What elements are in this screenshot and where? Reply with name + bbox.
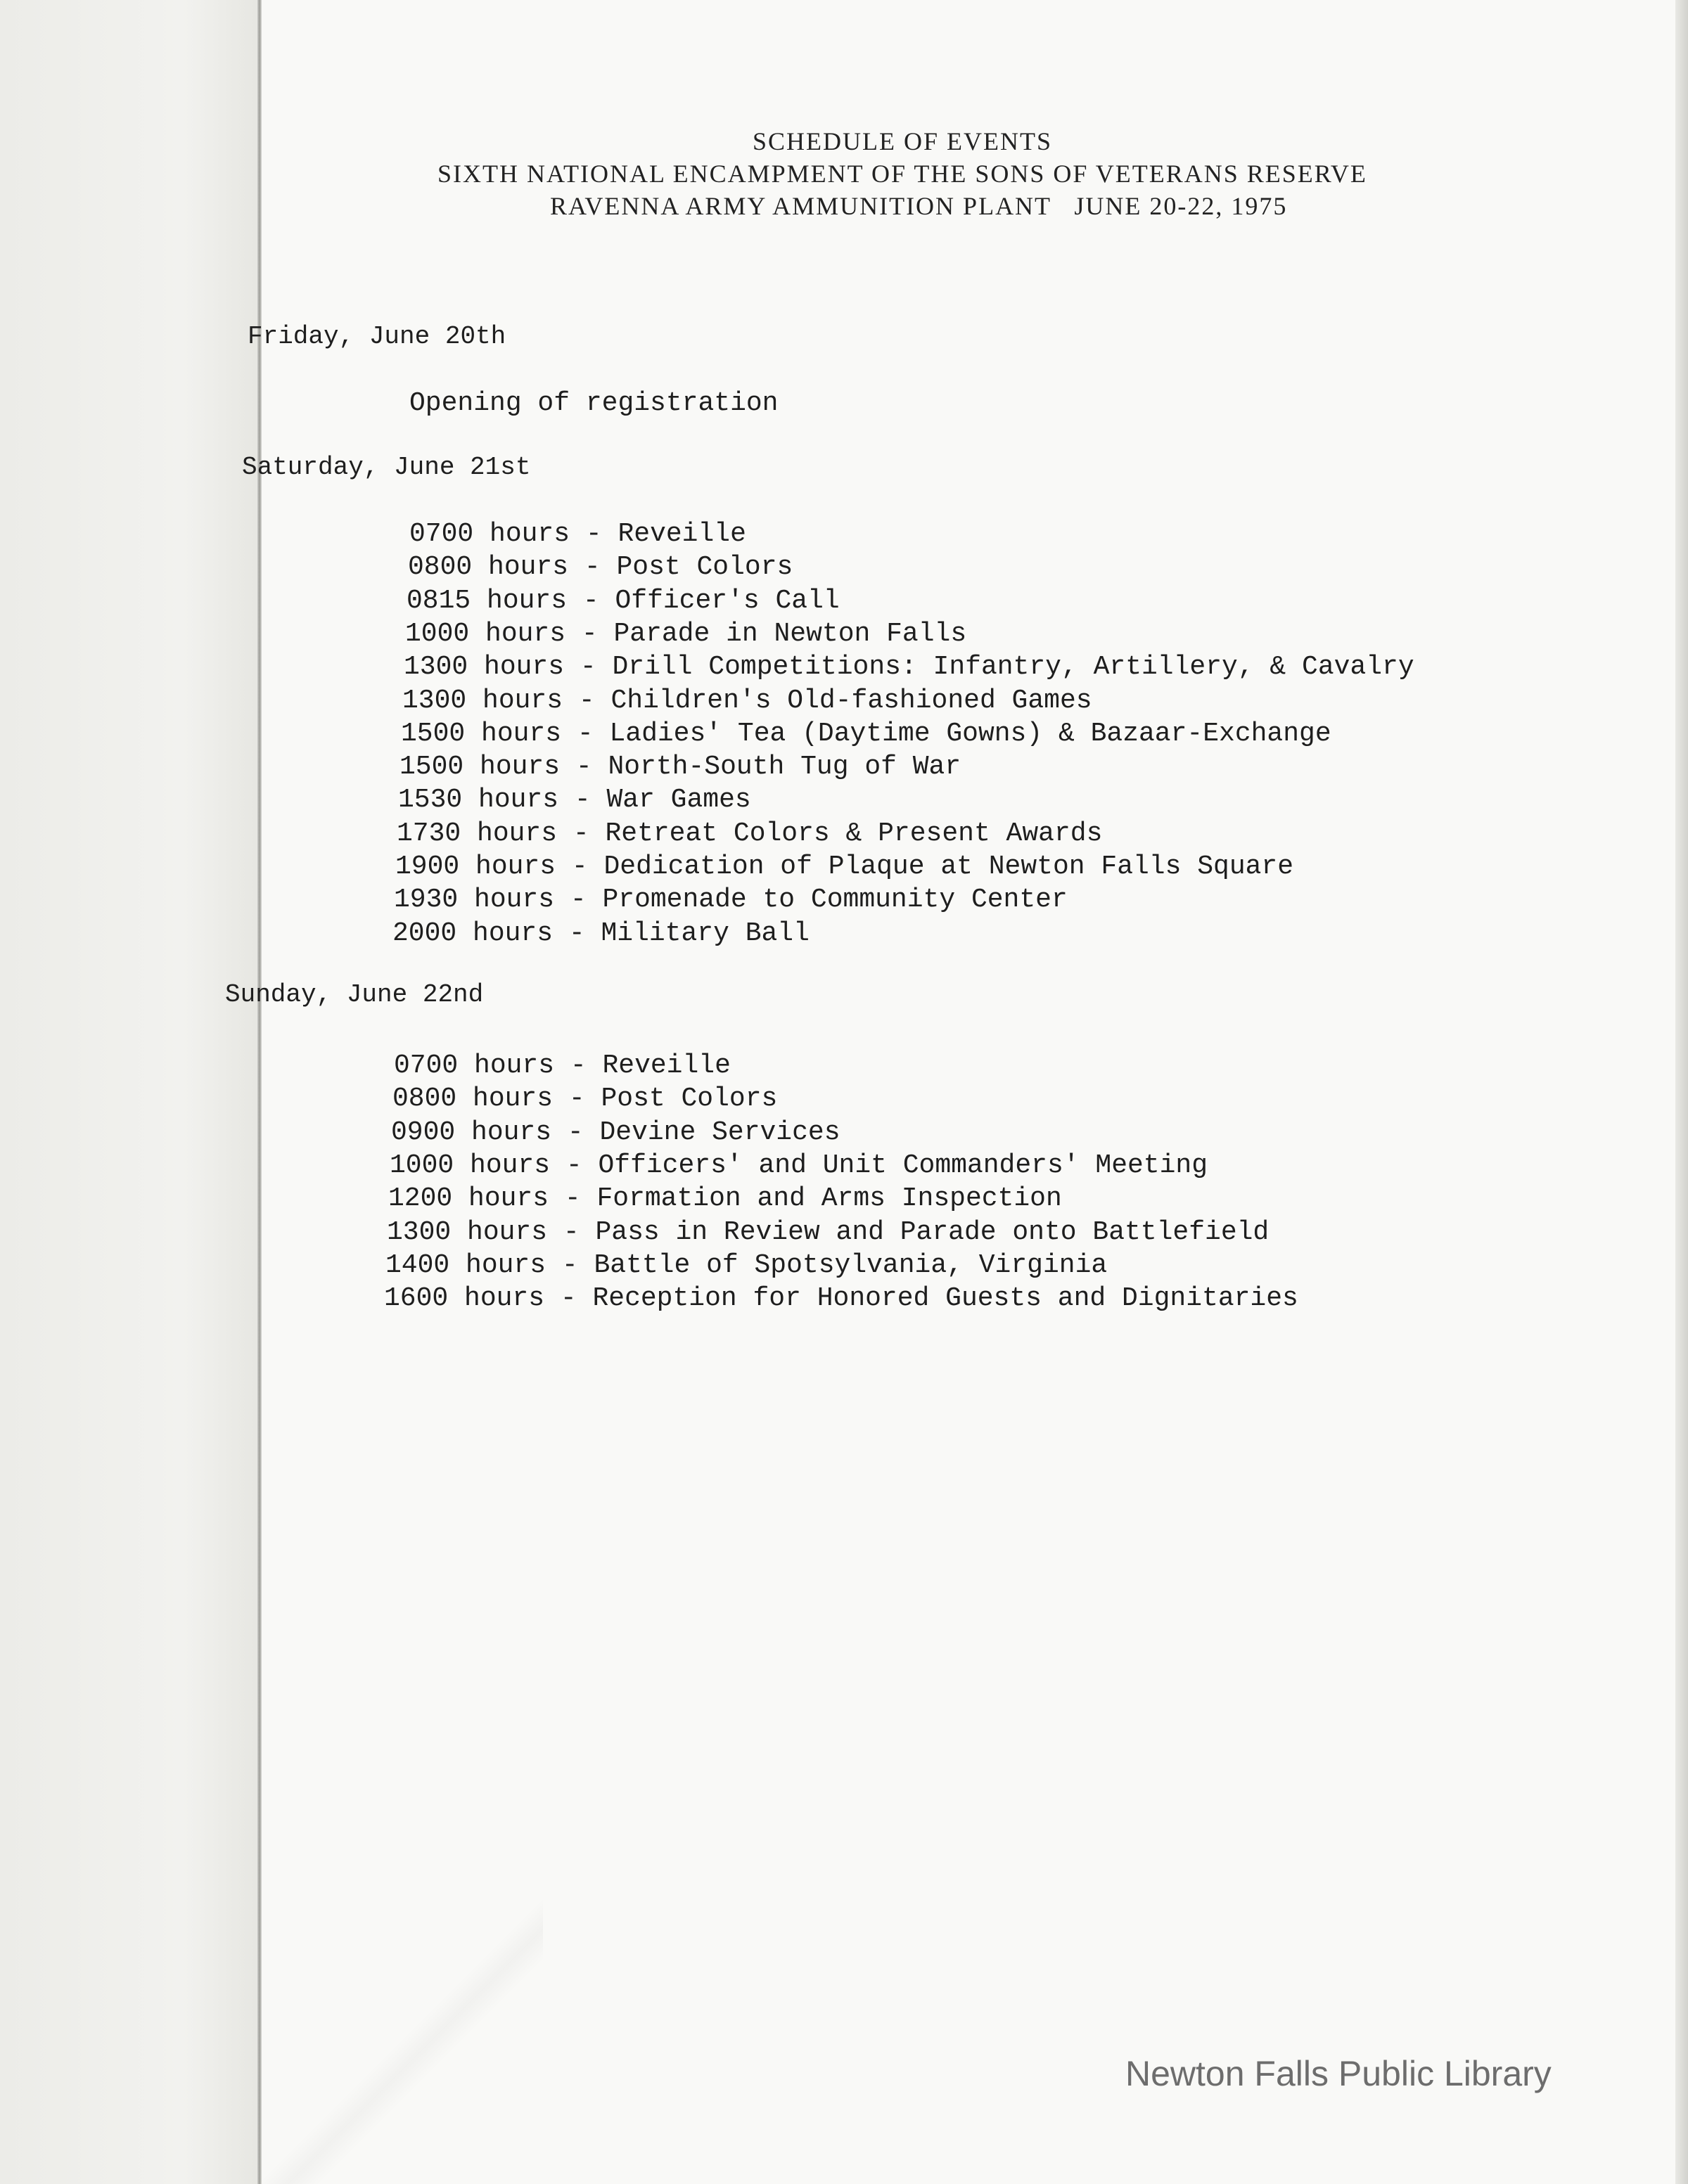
entry-time: 1600 hours <box>384 1283 545 1314</box>
facing-page <box>0 0 262 2184</box>
entry-description: Pass in Review and Parade onto Battlefield <box>595 1216 1270 1247</box>
entry-description: Devine Services <box>599 1117 840 1148</box>
entry-separator: - <box>560 752 608 783</box>
entry-time: 1500 hours <box>401 718 562 749</box>
friday-item: Opening of registration <box>409 388 779 418</box>
schedule-entry <box>390 1150 1208 1181</box>
entry-time: 1300 hours <box>402 685 563 716</box>
entry-separator: - <box>554 885 603 916</box>
schedule-entry <box>385 1250 1107 1280</box>
entry-separator: - <box>556 852 604 882</box>
entry-time: 1300 hours <box>387 1216 548 1247</box>
entry-time: 0700 hours <box>409 519 570 549</box>
schedule-entry <box>401 719 1331 749</box>
entry-separator: - <box>553 1084 601 1115</box>
friday-heading: Friday, June 20th <box>248 322 506 351</box>
entry-time: 0800 hours <box>408 552 569 583</box>
entry-description: Ladies' Tea (Daytime Gowns) & Bazaar-Exchange <box>609 718 1331 749</box>
schedule-entry <box>387 1217 1269 1247</box>
entry-description: Officers' and Unit Commanders' Meeting <box>598 1150 1208 1181</box>
schedule-entry <box>392 1084 777 1114</box>
page-right-edge <box>1675 0 1688 2184</box>
schedule-entry <box>384 1283 1298 1313</box>
entry-description: Post Colors <box>601 1084 778 1115</box>
entry-separator: - <box>553 918 601 949</box>
schedule-entry <box>397 818 1102 849</box>
schedule-entry <box>404 652 1414 682</box>
entry-time: 0700 hours <box>394 1051 555 1081</box>
entry-description: Promenade to Community Center <box>602 885 1068 916</box>
header-location-date: RAVENNA ARMY AMMUNITION PLANT JUNE 20-22, 1975 <box>550 192 1288 220</box>
schedule-entry <box>398 785 751 815</box>
entry-description: Reveille <box>618 519 746 549</box>
entry-separator: - <box>558 785 607 816</box>
entry-separator: - <box>550 1150 599 1181</box>
entry-time: 1530 hours <box>398 785 559 816</box>
entry-description: North-South Tug of War <box>608 752 961 783</box>
sunday-heading: Sunday, June 22nd <box>225 980 484 1009</box>
entry-description: Military Ball <box>601 918 810 949</box>
entry-separator: - <box>567 585 615 616</box>
schedule-entry <box>409 519 746 549</box>
schedule-entry <box>405 619 966 649</box>
entry-time: 1930 hours <box>394 885 555 916</box>
entry-description: Retreat Colors & Present Awards <box>605 818 1103 849</box>
entry-description: Drill Competitions: Infantry, Artillery, & Cavalry <box>612 652 1414 683</box>
entry-time: 0800 hours <box>392 1084 554 1115</box>
entry-time: 2000 hours <box>392 918 554 949</box>
schedule-entry <box>394 1051 731 1081</box>
entry-time: 0815 hours <box>407 585 568 616</box>
library-watermark: Newton Falls Public Library <box>1125 2054 1552 2093</box>
entry-separator: - <box>557 818 606 849</box>
schedule-entry <box>391 1117 840 1148</box>
entry-description: War Games <box>606 785 751 816</box>
entry-separator: - <box>549 1183 597 1214</box>
entry-description: Reveille <box>602 1051 731 1081</box>
entry-time: 1900 hours <box>395 852 556 882</box>
schedule-entry <box>407 586 840 616</box>
schedule-entry <box>392 918 810 949</box>
entry-time: 1000 hours <box>390 1150 551 1181</box>
entry-description: Parade in Newton Falls <box>613 618 967 649</box>
entry-separator: - <box>565 618 614 649</box>
entry-description: Post Colors <box>616 552 793 583</box>
entry-time: 1200 hours <box>388 1183 549 1214</box>
entry-time: 1400 hours <box>385 1250 546 1280</box>
entry-separator: - <box>561 718 610 749</box>
header-subtitle: SIXTH NATIONAL ENCAMPMENT OF THE SONS OF VETERANS RESERVE <box>437 160 1367 188</box>
entry-description: Formation and Arms Inspection <box>596 1183 1062 1214</box>
saturday-heading: Saturday, June 21st <box>242 453 531 482</box>
entry-separator: - <box>568 552 617 583</box>
entry-time: 1300 hours <box>404 652 565 683</box>
entry-separator: - <box>547 1216 596 1247</box>
entry-separator: - <box>546 1250 594 1280</box>
entry-separator: - <box>564 652 613 683</box>
schedule-entry <box>402 686 1092 716</box>
header-title: SCHEDULE OF EVENTS <box>753 127 1053 155</box>
schedule-entry <box>399 752 961 782</box>
entry-separator: - <box>551 1117 600 1148</box>
entry-separator: - <box>570 519 618 549</box>
schedule-entry <box>394 885 1068 915</box>
entry-time: 0900 hours <box>391 1117 552 1148</box>
schedule-entry <box>408 552 793 582</box>
page-shadow <box>262 1828 543 2184</box>
schedule-entry <box>388 1183 1062 1214</box>
entry-description: Children's Old-fashioned Games <box>610 685 1092 716</box>
entry-time: 1730 hours <box>397 818 558 849</box>
entry-description: Dedication of Plaque at Newton Falls Square <box>603 852 1294 882</box>
entry-time: 1000 hours <box>405 618 566 649</box>
entry-time: 1500 hours <box>399 752 561 783</box>
entry-separator: - <box>554 1051 603 1081</box>
entry-separator: - <box>563 685 611 716</box>
schedule-entry <box>395 852 1293 882</box>
entry-separator: - <box>544 1283 593 1314</box>
entry-description: Reception for Honored Guests and Dignitaries <box>592 1283 1298 1314</box>
entry-description: Officer's Call <box>615 585 840 616</box>
entry-description: Battle of Spotsylvania, Virginia <box>594 1250 1108 1280</box>
